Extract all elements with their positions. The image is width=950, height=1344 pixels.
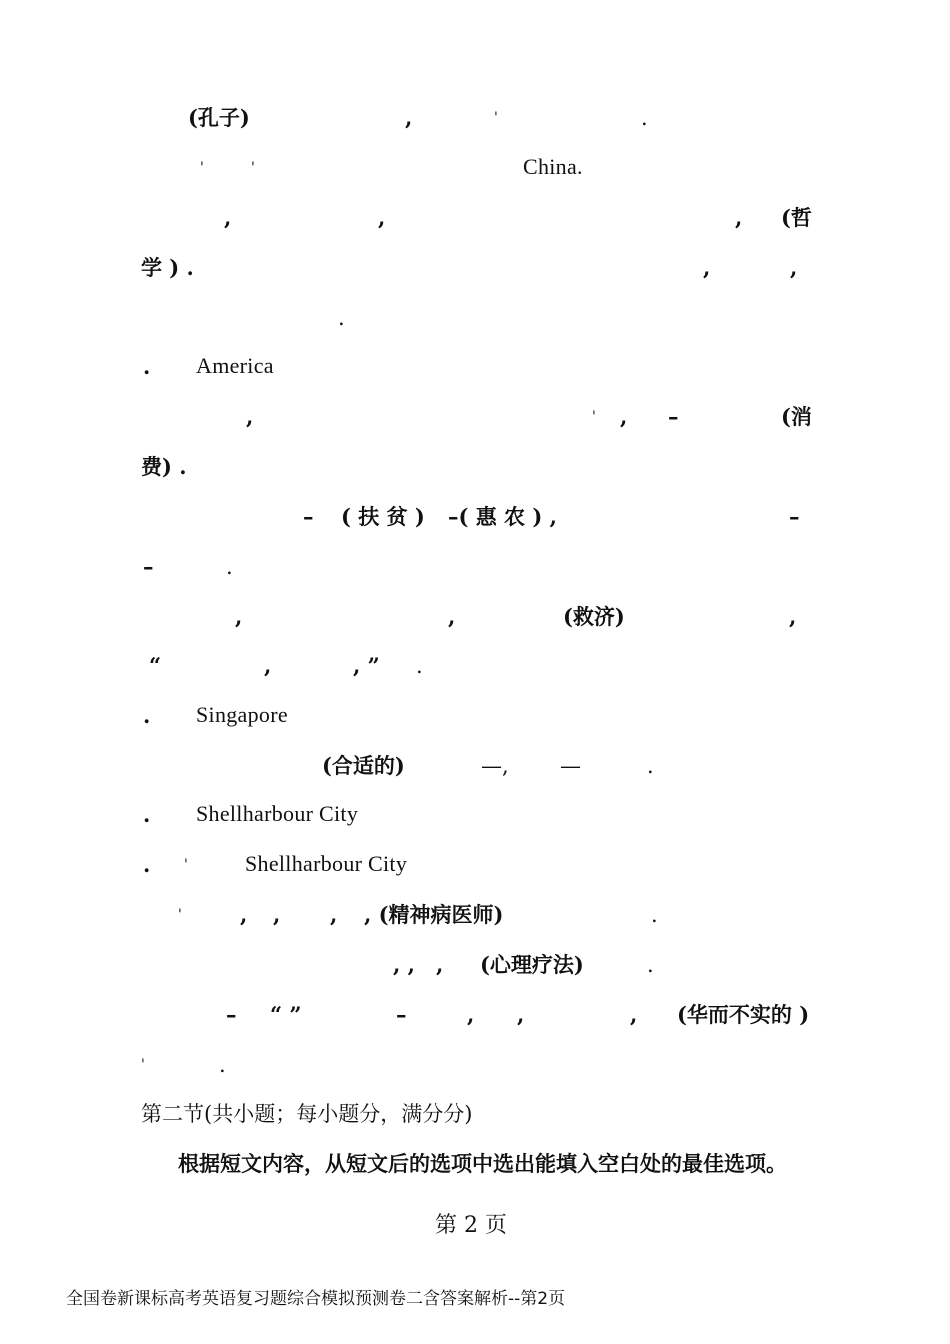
dash: —: [560, 754, 581, 778]
punct: ,: [517, 1002, 525, 1027]
punct: ,: [273, 902, 281, 927]
punct: .: [647, 754, 654, 778]
punct: ,: [436, 952, 444, 977]
punct: ,: [620, 404, 628, 429]
punct: .: [641, 106, 648, 130]
dash: –: [143, 554, 154, 579]
annotation-flashy: (华而不实的 ): [677, 1002, 810, 1027]
punct: .: [226, 555, 233, 579]
annotation-psychotherapy: (心理疗法): [480, 952, 584, 977]
page-number: 第 2 页: [435, 1213, 507, 1238]
word-singapore: Singapore: [196, 702, 288, 727]
punct: , ,: [393, 952, 415, 977]
punct: .: [338, 306, 345, 330]
item-marker: .: [143, 354, 151, 379]
item-marker: .: [143, 802, 151, 827]
dash: —,: [481, 754, 509, 778]
punct: ,: [240, 902, 248, 927]
close-quote: , ”: [353, 653, 380, 678]
annotation-suitable: (合适的): [322, 753, 405, 778]
annotation-consumption-end: 费) .: [141, 454, 187, 479]
punct: ,: [224, 205, 232, 230]
punct: ': [200, 160, 204, 176]
punct: .: [219, 1053, 226, 1077]
punct: .: [647, 953, 654, 977]
dash: –: [303, 504, 314, 529]
section-heading: 第二节(共小题；每小题分，满分分): [141, 1102, 473, 1126]
punct: ': [184, 857, 188, 873]
punct: ,: [790, 255, 798, 280]
annotation-confucius: (孔子): [188, 105, 250, 130]
punct: .: [651, 903, 658, 927]
section-instruction: 根据短文内容，从短文后的选项中选出能填入空白处的最佳选项。: [178, 1151, 787, 1176]
punct: ,: [378, 205, 386, 230]
punct: ,: [330, 902, 338, 927]
annotation-poverty-relief: ( 扶 贫 ): [341, 504, 425, 529]
open-quote: “: [149, 653, 162, 678]
dash: –: [668, 404, 679, 429]
annotation-philosophy-end: 学 ) .: [141, 255, 194, 280]
annotation-psychiatrist: , (精神病医师): [364, 902, 504, 927]
punct: ,: [467, 1002, 475, 1027]
punct: ,: [235, 604, 243, 629]
item-marker: .: [143, 852, 151, 877]
punct: ': [178, 907, 182, 923]
punct: ': [592, 409, 596, 425]
punct: ,: [246, 404, 254, 429]
punct: ,: [789, 604, 797, 629]
annotation-relief: (救济): [563, 604, 625, 629]
punct: ': [141, 1057, 145, 1073]
dash: –: [396, 1002, 407, 1027]
punct: ,: [448, 604, 456, 629]
punct: .: [416, 654, 423, 678]
item-marker: .: [143, 703, 151, 728]
annotation-benefit-farmers: –( 惠 农 ) ,: [448, 504, 557, 529]
punct: ,: [735, 205, 743, 230]
punct: ,: [703, 255, 711, 280]
annotation-consumption-start: (消: [781, 404, 812, 429]
word-china: China.: [523, 154, 583, 179]
dash: –: [226, 1002, 237, 1027]
dash: –: [789, 504, 800, 529]
annotation-philosophy-start: (哲: [781, 205, 812, 230]
punct: ,: [264, 653, 272, 678]
quote-pair: “ ”: [270, 1002, 302, 1027]
punct: ,: [405, 105, 413, 130]
punct: ': [494, 110, 498, 126]
word-shellharbour-city: Shellharbour City: [245, 851, 408, 876]
word-shellharbour-city: Shellharbour City: [196, 801, 359, 826]
punct: ': [251, 160, 255, 176]
word-america: America: [196, 353, 274, 378]
punct: ,: [630, 1002, 638, 1027]
footer-title: 全国卷新课标高考英语复习题综合模拟预测卷二含答案解析--第2页: [66, 1289, 566, 1309]
